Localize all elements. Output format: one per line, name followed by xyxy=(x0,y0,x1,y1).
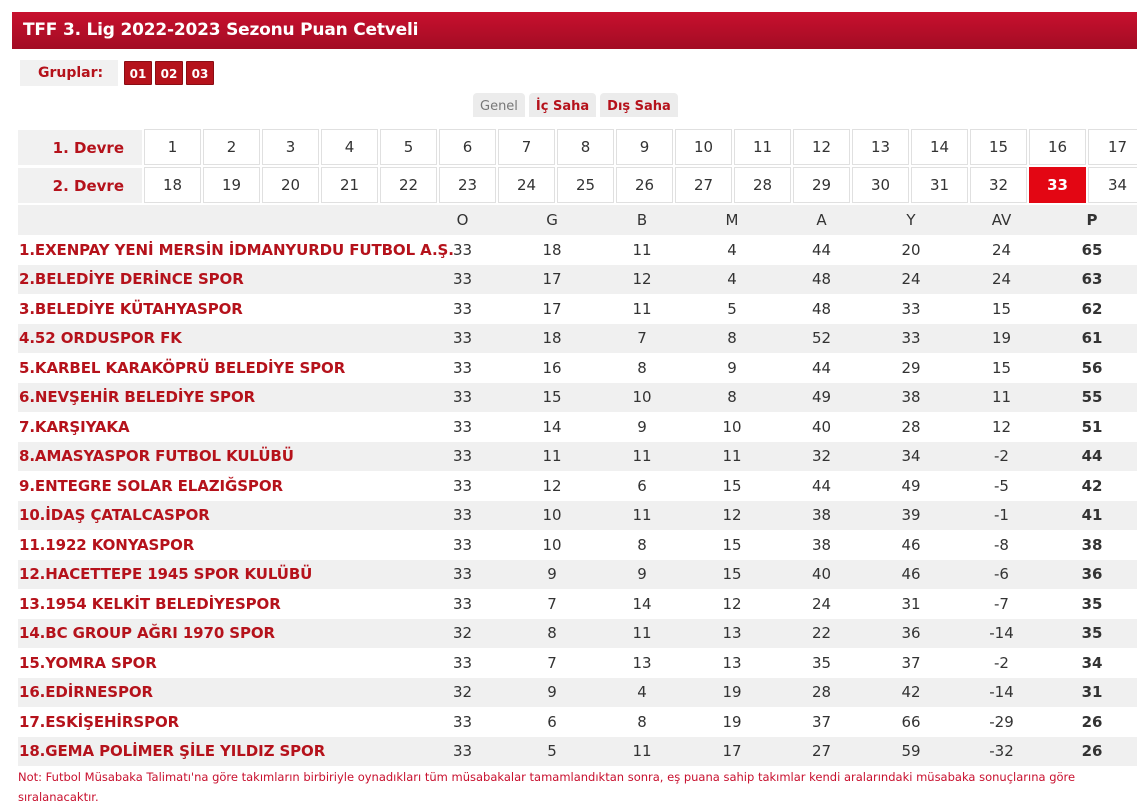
stat-g: 18 xyxy=(542,329,562,348)
table-row xyxy=(18,678,1137,708)
stat-y: 33 xyxy=(901,299,921,318)
stat-av: -14 xyxy=(989,683,1014,702)
stat-g: 15 xyxy=(542,388,562,407)
stat-p: 55 xyxy=(1081,388,1103,407)
week-button[interactable]: 10 xyxy=(675,129,732,165)
stat-a: 32 xyxy=(811,447,832,466)
week-button[interactable]: 13 xyxy=(852,129,909,165)
stat-g: 10 xyxy=(542,506,562,525)
stat-o: 33 xyxy=(452,417,473,436)
week-button[interactable]: 12 xyxy=(793,129,850,165)
team-link[interactable]: 16.EDİRNESPOR xyxy=(19,683,154,702)
stat-y: 36 xyxy=(901,624,921,643)
stat-y: 34 xyxy=(901,447,921,466)
stat-g: 17 xyxy=(542,299,562,318)
team-link[interactable]: 18.GEMA POLİMER ŞİLE YILDIZ SPOR xyxy=(19,742,326,761)
stat-p: 36 xyxy=(1081,565,1103,584)
week-button[interactable]: 31 xyxy=(911,167,968,203)
stat-o: 33 xyxy=(452,712,473,731)
table-row xyxy=(18,707,1137,737)
stat-b: 11 xyxy=(632,506,652,525)
stat-a: 37 xyxy=(811,712,832,731)
week-selector xyxy=(18,129,1137,205)
week-button[interactable]: 14 xyxy=(911,129,968,165)
stat-a: 44 xyxy=(811,240,832,259)
week-button[interactable]: 2 xyxy=(203,129,260,165)
team-cell xyxy=(18,536,418,554)
week-button[interactable]: 3 xyxy=(262,129,319,165)
stat-m: 19 xyxy=(722,683,742,702)
stat-g: 9 xyxy=(547,565,557,584)
team-link[interactable]: 1.EXENPAY YENİ MERSİN İDMANYURDU FUTBOL A.Ş. xyxy=(19,240,454,259)
stat-o: 33 xyxy=(452,447,473,466)
stat-p: 35 xyxy=(1081,624,1103,643)
team-link[interactable]: 5.KARBEL KARAKÖPRÜ BELEDİYE SPOR xyxy=(19,358,346,377)
week-button[interactable]: 7 xyxy=(498,129,555,165)
stat-g: 12 xyxy=(542,476,562,495)
header-av: AV xyxy=(991,211,1012,229)
stat-av: 19 xyxy=(991,329,1012,348)
table-row xyxy=(18,619,1137,649)
stat-av: -7 xyxy=(994,594,1009,613)
week-button[interactable]: 23 xyxy=(439,167,496,203)
stat-a: 44 xyxy=(811,476,832,495)
stat-g: 11 xyxy=(542,447,562,466)
stat-b: 7 xyxy=(637,329,647,348)
team-link[interactable]: 6.NEVŞEHİR BELEDİYE SPOR xyxy=(19,388,256,407)
team-cell xyxy=(18,447,418,465)
week-button[interactable]: 1 xyxy=(144,129,201,165)
week-button[interactable]: 33 xyxy=(1029,167,1086,203)
table-row xyxy=(18,294,1137,324)
stat-o: 33 xyxy=(452,388,473,407)
stat-a: 40 xyxy=(811,565,832,584)
stat-a: 38 xyxy=(811,535,832,554)
stat-av: 24 xyxy=(991,240,1012,259)
stat-m: 4 xyxy=(727,270,737,289)
header-m: M xyxy=(725,211,739,229)
header-a: A xyxy=(816,211,827,229)
stat-p: 62 xyxy=(1081,299,1103,318)
team-link[interactable]: 11.1922 KONYASPOR xyxy=(19,535,195,554)
page-title: TFF 3. Lig 2022-2023 Sezonu Puan Cetveli xyxy=(12,12,1137,49)
week-button[interactable]: 17 xyxy=(1088,129,1137,165)
stat-y: 39 xyxy=(901,506,921,525)
stat-b: 8 xyxy=(637,535,647,554)
week-button[interactable]: 34 xyxy=(1088,167,1137,203)
stat-g: 16 xyxy=(542,358,562,377)
group-button-03[interactable]: 03 xyxy=(186,61,214,85)
stat-y: 66 xyxy=(901,712,921,731)
table-row xyxy=(18,412,1137,442)
stat-av: -2 xyxy=(994,653,1009,672)
table-row xyxy=(18,265,1137,295)
stat-p: 42 xyxy=(1081,476,1103,495)
stat-a: 28 xyxy=(811,683,832,702)
team-cell xyxy=(18,418,418,436)
stat-b: 13 xyxy=(632,653,652,672)
stat-a: 24 xyxy=(811,594,832,613)
stat-p: 41 xyxy=(1081,506,1103,525)
stat-a: 22 xyxy=(811,624,832,643)
stat-g: 10 xyxy=(542,535,562,554)
table-header xyxy=(18,205,1137,235)
stat-y: 49 xyxy=(901,476,921,495)
stat-a: 52 xyxy=(811,329,832,348)
team-cell xyxy=(18,506,418,524)
week-button[interactable]: 32 xyxy=(970,167,1027,203)
stat-a: 48 xyxy=(811,270,832,289)
stat-m: 5 xyxy=(727,299,737,318)
stat-o: 33 xyxy=(452,240,473,259)
stat-av: -1 xyxy=(994,506,1009,525)
standings-table xyxy=(18,205,1137,766)
stat-m: 10 xyxy=(722,417,742,436)
stat-av: 24 xyxy=(991,270,1012,289)
stat-m: 8 xyxy=(727,329,737,348)
groups-label: Gruplar: xyxy=(20,60,118,86)
stat-m: 4 xyxy=(727,240,737,259)
team-link[interactable]: 15.YOMRA SPOR xyxy=(19,653,157,672)
stat-o: 33 xyxy=(452,358,473,377)
table-row xyxy=(18,353,1137,383)
team-cell xyxy=(18,477,418,495)
stat-m: 9 xyxy=(727,358,737,377)
stat-m: 15 xyxy=(722,565,742,584)
stat-p: 35 xyxy=(1081,594,1103,613)
stat-a: 27 xyxy=(811,742,832,761)
stat-m: 12 xyxy=(722,594,742,613)
week-button[interactable]: 6 xyxy=(439,129,496,165)
week-button[interactable]: 24 xyxy=(498,167,555,203)
venue-tabs xyxy=(473,93,682,117)
stat-g: 17 xyxy=(542,270,562,289)
table-row xyxy=(18,471,1137,501)
table-row xyxy=(18,501,1137,531)
header-y: Y xyxy=(906,211,916,229)
stat-m: 12 xyxy=(722,506,742,525)
table-row xyxy=(18,324,1137,354)
tab-ic-saha[interactable]: İç Saha xyxy=(529,93,596,117)
stat-p: 31 xyxy=(1081,683,1103,702)
stat-o: 33 xyxy=(452,653,473,672)
group-button-02[interactable]: 02 xyxy=(155,61,183,85)
week-button[interactable]: 5 xyxy=(380,129,437,165)
team-link[interactable]: 8.AMASYASPOR FUTBOL KULÜBÜ xyxy=(19,447,294,466)
tab-genel[interactable]: Genel xyxy=(473,93,525,117)
stat-b: 12 xyxy=(632,270,652,289)
header-o: O xyxy=(456,211,469,229)
week-button[interactable]: 30 xyxy=(852,167,909,203)
stat-av: 11 xyxy=(991,388,1012,407)
stat-m: 19 xyxy=(722,712,742,731)
table-row xyxy=(18,648,1137,678)
week-button[interactable]: 15 xyxy=(970,129,1027,165)
stat-o: 33 xyxy=(452,329,473,348)
stat-m: 13 xyxy=(722,653,742,672)
stat-av: -29 xyxy=(989,712,1014,731)
stat-o: 33 xyxy=(452,594,473,613)
stat-av: -8 xyxy=(994,535,1009,554)
stat-y: 46 xyxy=(901,535,921,554)
stat-y: 31 xyxy=(901,594,921,613)
team-cell xyxy=(18,595,418,613)
week-button[interactable]: 26 xyxy=(616,167,673,203)
week-button[interactable]: 18 xyxy=(144,167,201,203)
team-link[interactable]: 17.ESKİŞEHİRSPOR xyxy=(19,712,180,731)
team-cell xyxy=(18,388,418,406)
stat-b: 10 xyxy=(632,388,652,407)
stat-b: 8 xyxy=(637,712,647,731)
stat-y: 59 xyxy=(901,742,921,761)
stat-g: 14 xyxy=(542,417,562,436)
week-button[interactable]: 21 xyxy=(321,167,378,203)
stat-o: 32 xyxy=(452,683,473,702)
header-g: G xyxy=(546,211,558,229)
devre-row xyxy=(18,167,1137,205)
table-row xyxy=(18,560,1137,590)
group-button-01[interactable]: 01 xyxy=(124,61,152,85)
stat-m: 15 xyxy=(722,535,742,554)
team-link[interactable]: 14.BC GROUP AĞRI 1970 SPOR xyxy=(19,624,275,643)
team-cell xyxy=(18,713,418,731)
stat-o: 33 xyxy=(452,742,473,761)
stat-g: 7 xyxy=(547,653,557,672)
stat-av: -14 xyxy=(989,624,1014,643)
stat-b: 6 xyxy=(637,476,647,495)
table-row xyxy=(18,530,1137,560)
team-link[interactable]: 10.İDAŞ ÇATALCASPOR xyxy=(19,506,210,525)
stat-o: 33 xyxy=(452,506,473,525)
week-button[interactable]: 11 xyxy=(734,129,791,165)
table-row xyxy=(18,737,1137,767)
stat-av: 15 xyxy=(991,299,1012,318)
table-row xyxy=(18,589,1137,619)
devre-row xyxy=(18,129,1137,167)
week-button[interactable]: 9 xyxy=(616,129,673,165)
stat-o: 32 xyxy=(452,624,473,643)
team-cell xyxy=(18,329,418,347)
header-p: P xyxy=(1086,211,1098,229)
stat-a: 35 xyxy=(811,653,832,672)
stat-b: 4 xyxy=(637,683,647,702)
stat-p: 26 xyxy=(1081,742,1103,761)
footnote: Not: Futbol Müsabaka Talimatı'na göre takımların birbiriyle oynadıkları tüm müsabakalar tamamlandıktan sonra, eş puana sahip takımlar kendi aralarındaki müsabaka sonuçlarına göre sıralanacaktır. xyxy=(18,770,1076,804)
week-button[interactable]: 16 xyxy=(1029,129,1086,165)
team-link[interactable]: 7.KARŞIYAKA xyxy=(19,417,130,436)
stat-b: 11 xyxy=(632,742,652,761)
stat-p: 65 xyxy=(1081,240,1103,259)
stat-o: 33 xyxy=(452,299,473,318)
team-link[interactable]: 13.1954 KELKİT BELEDİYESPOR xyxy=(19,594,281,613)
header-b: B xyxy=(636,211,648,229)
stat-o: 33 xyxy=(452,476,473,495)
team-link[interactable]: 3.BELEDİYE KÜTAHYASPOR xyxy=(19,299,243,318)
week-button[interactable]: 20 xyxy=(262,167,319,203)
stat-a: 38 xyxy=(811,506,832,525)
stat-a: 40 xyxy=(811,417,832,436)
stat-g: 9 xyxy=(547,683,557,702)
stat-a: 44 xyxy=(811,358,832,377)
team-cell xyxy=(18,359,418,377)
stat-y: 46 xyxy=(901,565,921,584)
stat-av: -6 xyxy=(994,565,1009,584)
stat-b: 9 xyxy=(637,565,647,584)
stat-av: -2 xyxy=(994,447,1009,466)
stat-b: 14 xyxy=(632,594,652,613)
stat-g: 6 xyxy=(547,712,557,731)
week-button[interactable]: 8 xyxy=(557,129,614,165)
stat-b: 11 xyxy=(632,447,652,466)
stat-p: 63 xyxy=(1081,270,1103,289)
stat-av: -5 xyxy=(994,476,1009,495)
team-cell xyxy=(18,683,418,701)
stat-m: 11 xyxy=(722,447,742,466)
stat-p: 56 xyxy=(1081,358,1103,377)
team-link[interactable]: 12.HACETTEPE 1945 SPOR KULÜBÜ xyxy=(19,565,313,584)
stat-y: 20 xyxy=(901,240,921,259)
stat-m: 15 xyxy=(722,476,742,495)
stat-o: 33 xyxy=(452,270,473,289)
stat-p: 26 xyxy=(1081,712,1103,731)
stat-y: 33 xyxy=(901,329,921,348)
team-cell xyxy=(18,565,418,583)
team-cell xyxy=(18,240,454,259)
stat-y: 42 xyxy=(901,683,921,702)
stat-b: 11 xyxy=(632,240,652,259)
tab-dis-saha[interactable]: Dış Saha xyxy=(600,93,678,117)
stat-p: 61 xyxy=(1081,329,1103,348)
team-cell xyxy=(18,654,418,672)
week-button[interactable]: 29 xyxy=(793,167,850,203)
team-link[interactable]: 4.52 ORDUSPOR FK xyxy=(19,329,182,348)
stat-p: 34 xyxy=(1081,653,1103,672)
team-cell xyxy=(18,300,418,318)
stat-y: 29 xyxy=(901,358,921,377)
stat-p: 44 xyxy=(1081,447,1103,466)
stat-p: 51 xyxy=(1081,417,1103,436)
week-button[interactable]: 4 xyxy=(321,129,378,165)
table-row xyxy=(18,235,1137,265)
stat-y: 28 xyxy=(901,417,921,436)
stat-m: 8 xyxy=(727,388,737,407)
stat-g: 7 xyxy=(547,594,557,613)
devre-label: 2. Devre xyxy=(18,167,142,203)
stat-a: 48 xyxy=(811,299,832,318)
devre-label: 1. Devre xyxy=(18,129,142,165)
stat-b: 11 xyxy=(632,299,652,318)
stat-p: 38 xyxy=(1081,535,1103,554)
team-cell xyxy=(18,624,418,642)
stat-av: 12 xyxy=(991,417,1012,436)
stat-y: 38 xyxy=(901,388,921,407)
stat-m: 13 xyxy=(722,624,742,643)
stat-g: 18 xyxy=(542,240,562,259)
team-link[interactable]: 2.BELEDİYE DERİNCE SPOR xyxy=(19,270,244,289)
team-link[interactable]: 9.ENTEGRE SOLAR ELAZIĞSPOR xyxy=(19,476,283,495)
stat-b: 9 xyxy=(637,417,647,436)
stat-av: 15 xyxy=(991,358,1012,377)
stat-g: 5 xyxy=(547,742,557,761)
week-button[interactable]: 28 xyxy=(734,167,791,203)
week-button[interactable]: 19 xyxy=(203,167,260,203)
table-row xyxy=(18,442,1137,472)
stat-av: -32 xyxy=(989,742,1014,761)
stat-a: 49 xyxy=(811,388,832,407)
group-selector xyxy=(20,60,214,86)
stat-b: 11 xyxy=(632,624,652,643)
stat-m: 17 xyxy=(722,742,742,761)
week-button[interactable]: 22 xyxy=(380,167,437,203)
week-button[interactable]: 27 xyxy=(675,167,732,203)
stat-y: 24 xyxy=(901,270,921,289)
stat-y: 37 xyxy=(901,653,921,672)
team-cell xyxy=(18,742,418,760)
stat-o: 33 xyxy=(452,565,473,584)
week-button[interactable]: 25 xyxy=(557,167,614,203)
stat-g: 8 xyxy=(547,624,557,643)
stat-b: 8 xyxy=(637,358,647,377)
stat-o: 33 xyxy=(452,535,473,554)
table-row xyxy=(18,383,1137,413)
team-cell xyxy=(18,270,418,288)
